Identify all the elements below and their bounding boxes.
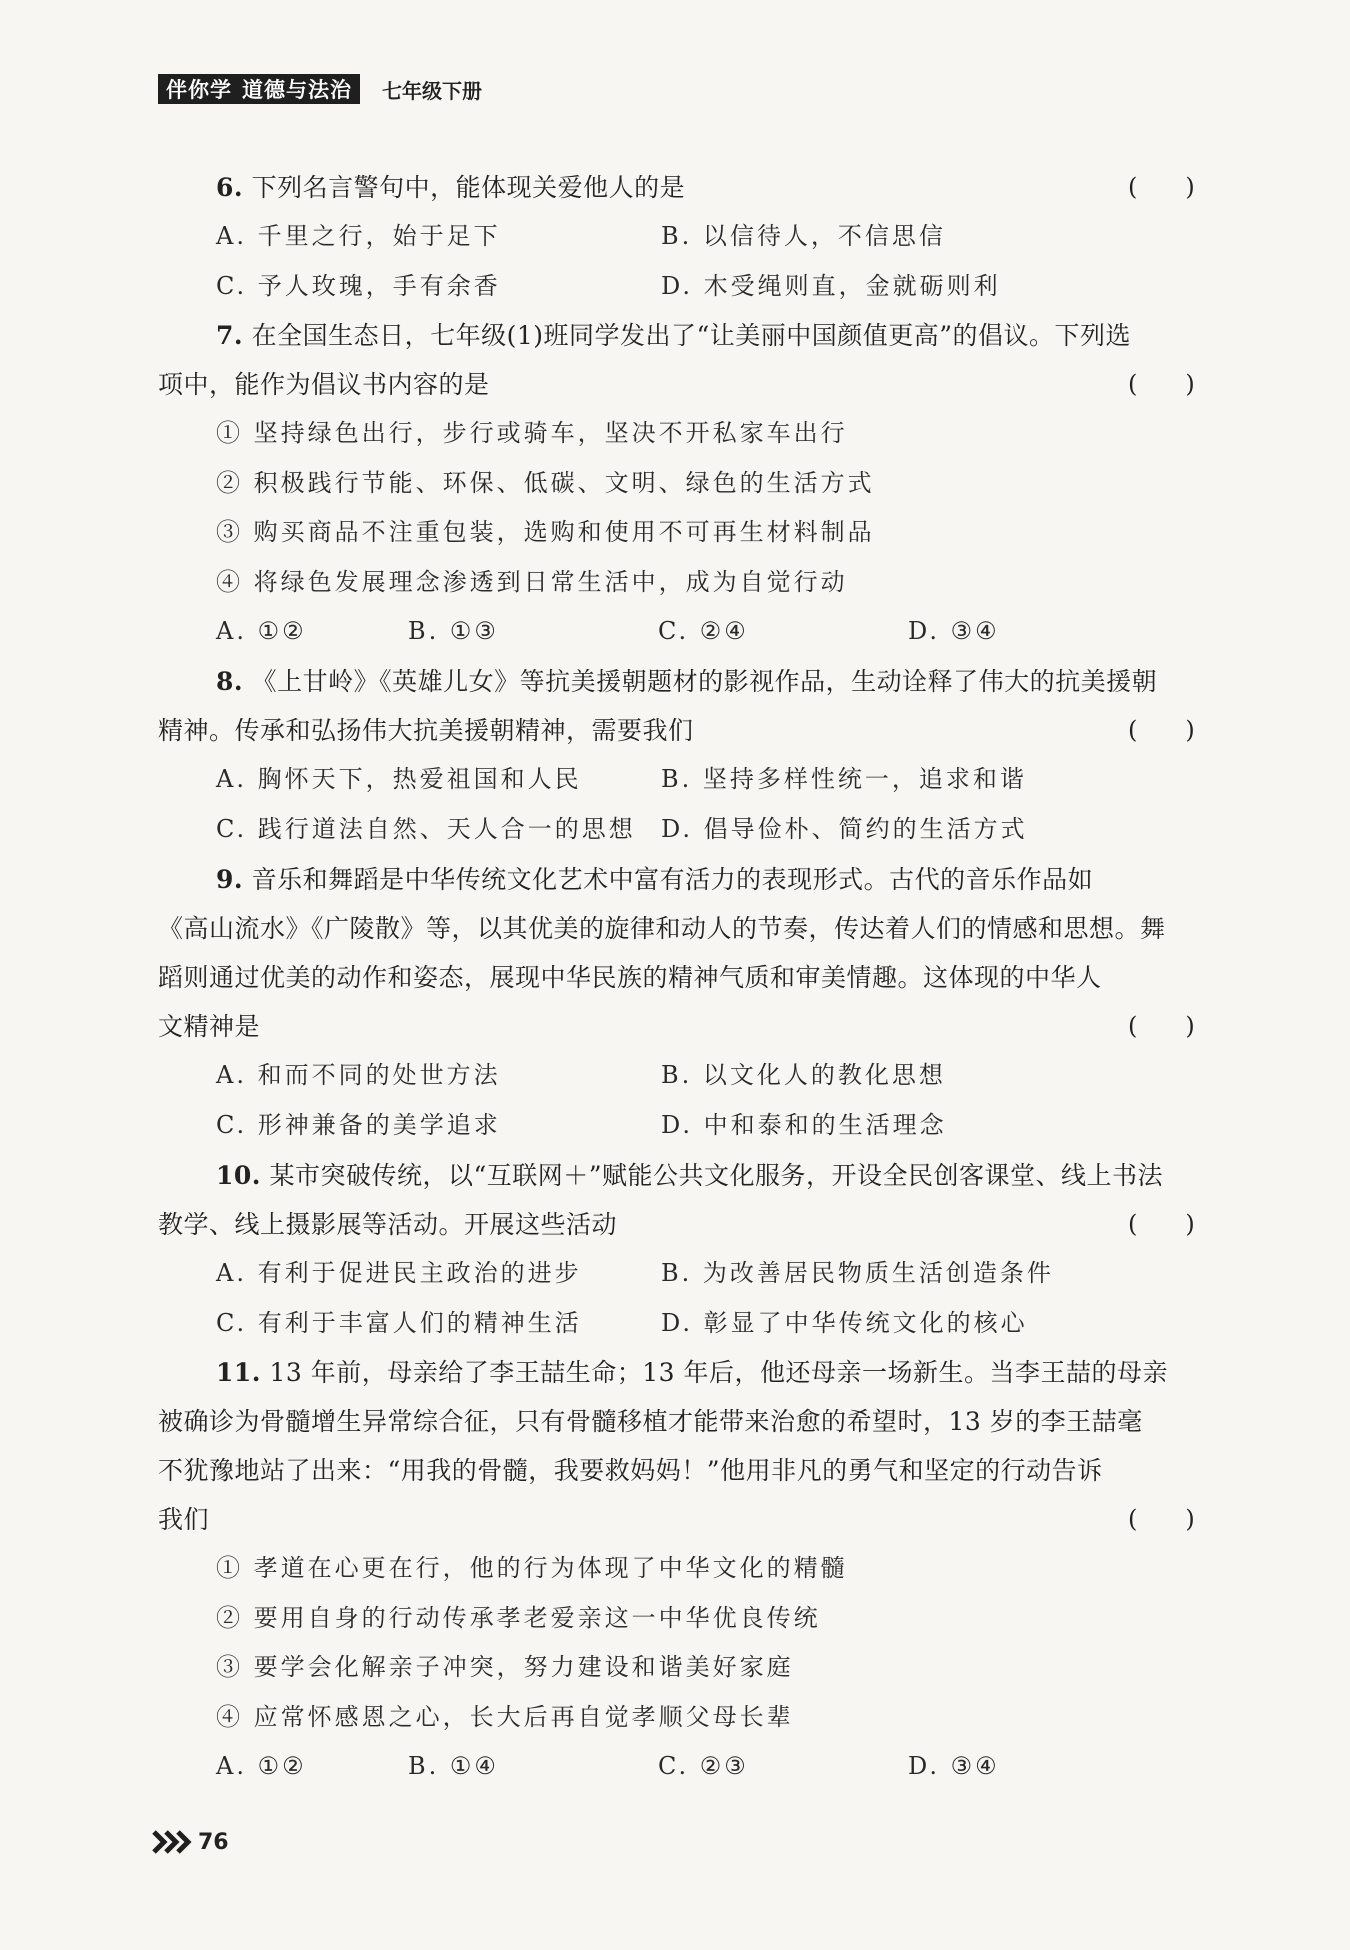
option-b: B. ①③ <box>408 617 499 645</box>
option-d: D. ③④ <box>908 1752 1000 1780</box>
option-row <box>158 1249 1208 1299</box>
question-9 <box>158 855 1208 1150</box>
question-number: 11. <box>216 1358 261 1387</box>
statement-3: ③ 购买商品不注重包装，选购和使用不可再生材料制品 <box>216 518 875 546</box>
question-text: 音乐和舞蹈是中华传统文化艺术中富有活力的表现形式。古代的音乐作品如 <box>251 865 1094 894</box>
question-stem-cont <box>158 904 1208 953</box>
question-8 <box>158 657 1208 854</box>
question-stem <box>158 657 1208 706</box>
option-a: A. 千里之行，始于足下 <box>216 222 501 250</box>
option-c: C. ②④ <box>658 617 749 645</box>
question-stem-cont <box>158 360 1208 409</box>
question-stem <box>158 311 1208 360</box>
statement-4: ④ 应常怀感恩之心，长大后再自觉孝顺父母长辈 <box>216 1702 794 1731</box>
answer-bracket: ( ) <box>1128 1505 1195 1533</box>
question-text: 被确诊为骨髓增生异常综合征，只有骨髓移植才能带来治愈的希望时，13 岁的李王喆毫 <box>158 1407 1143 1436</box>
option-row <box>158 805 1208 855</box>
question-text: 13 年前，母亲给了李王喆生命；13 年后，他还母亲一场新生。当李王喆的母亲 <box>269 1358 1168 1387</box>
question-text: 文精神是 <box>158 1012 261 1041</box>
question-text: 某市突破传统，以“互联网＋”赋能公共文化服务，开设全民创客课堂、线上书法 <box>269 1161 1164 1190</box>
double-chevron-right-icon <box>150 1828 196 1856</box>
question-text: 《高山流水》《广陵散》等，以其优美的旋律和动人的节奏，传达着人们的情感和思想。舞 <box>158 914 1166 943</box>
option-row <box>158 1742 1208 1792</box>
option-c: C. ②③ <box>658 1752 749 1780</box>
question-text: 精神。传承和弘扬伟大抗美援朝精神，需要我们 <box>158 716 694 745</box>
option-d: D. 彰显了中华传统文化的核心 <box>661 1308 1028 1337</box>
option-a: A. 胸怀天下，热爱祖国和人民 <box>216 765 582 793</box>
option-d: D. ③④ <box>908 617 1000 645</box>
statement-2: ② 要用自身的行动传承孝老爱亲这一中华优良传统 <box>216 1603 821 1632</box>
question-text: 在全国生态日，七年级(1)班同学发出了“让美丽中国颜值更高”的倡议。下列选 <box>251 321 1132 350</box>
question-stem <box>158 163 1208 212</box>
option-a: A. 和而不同的处世方法 <box>216 1061 501 1089</box>
option-c: C. 有利于丰富人们的精神生活 <box>216 1308 582 1337</box>
option-b: B. 坚持多样性统一，追求和谐 <box>661 765 1027 793</box>
statement-1: ① 坚持绿色出行，步行或骑车，坚决不开私家车出行 <box>216 419 848 447</box>
option-a: A. ①② <box>216 617 307 645</box>
series-brand: 伴你学 <box>166 78 232 102</box>
question-stem-cont <box>158 1200 1208 1249</box>
question-stem-cont <box>158 1495 1208 1544</box>
option-row <box>158 755 1208 805</box>
statement-3: ③ 要学会化解亲子冲突，努力建设和谐美好家庭 <box>216 1653 794 1681</box>
statement-1: ① 孝道在心更在行，他的行为体现了中华文化的精髓 <box>216 1554 848 1582</box>
option-c: C. 践行道法自然、天人合一的思想 <box>216 814 636 843</box>
option-row <box>158 607 1208 657</box>
answer-bracket: ( ) <box>1128 370 1195 398</box>
option-d: D. 倡导俭朴、简约的生活方式 <box>661 814 1028 843</box>
statement-2: ② 积极践行节能、环保、低碳、文明、绿色的生活方式 <box>216 468 875 497</box>
question-stem-cont <box>158 953 1208 1002</box>
option-d: D. 木受绳则直，金就砺则利 <box>661 271 1001 300</box>
option-row <box>158 262 1208 312</box>
grade-volume: 七年级下册 <box>382 78 482 103</box>
question-number: 10. <box>216 1161 261 1190</box>
question-text: 我们 <box>158 1505 210 1534</box>
question-stem <box>158 1348 1208 1397</box>
question-stem-cont <box>158 1002 1208 1051</box>
question-number: 9. <box>216 865 244 894</box>
answer-bracket: ( ) <box>1128 1012 1195 1040</box>
option-row <box>158 1051 1208 1101</box>
question-text: 蹈则通过优美的动作和姿态，展现中华民族的精神气质和审美情趣。这体现的中华人 <box>158 963 1102 992</box>
option-b: B. 以信待人，不信思信 <box>661 222 946 250</box>
option-a: A. ①② <box>216 1752 307 1780</box>
option-c: C. 予人玫瑰，手有余香 <box>216 271 501 300</box>
question-text: 项中，能作为倡议书内容的是 <box>158 370 490 399</box>
answer-bracket: ( ) <box>1128 1210 1195 1238</box>
question-stem-cont <box>158 1397 1208 1446</box>
series-title-badge <box>158 74 360 104</box>
question-stem <box>158 855 1208 904</box>
option-b: B. 以文化人的教化思想 <box>661 1061 946 1089</box>
answer-bracket: ( ) <box>1128 716 1195 744</box>
subject-title: 道德与法治 <box>242 78 352 102</box>
page-number: 76 <box>198 1829 229 1855</box>
question-stem <box>158 1151 1208 1200</box>
option-b: B. ①④ <box>408 1752 499 1780</box>
option-c: C. 形神兼备的美学追求 <box>216 1110 501 1139</box>
option-d: D. 中和泰和的生活理念 <box>661 1110 947 1139</box>
option-row <box>158 1299 1208 1349</box>
question-stem-cont <box>158 1446 1208 1495</box>
question-text: 不犹豫地站了出来：“用我的骨髓，我要救妈妈！”他用非凡的勇气和坚定的行动告诉 <box>158 1456 1103 1485</box>
statement-4: ④ 将绿色发展理念渗透到日常生活中，成为自觉行动 <box>216 567 848 596</box>
question-stem-cont <box>158 706 1208 755</box>
question-6 <box>158 163 1208 311</box>
option-b: B. 为改善居民物质生活创造条件 <box>661 1259 1054 1287</box>
option-row <box>158 212 1208 262</box>
question-11 <box>158 1348 1208 1792</box>
answer-bracket: ( ) <box>1128 173 1195 201</box>
question-number: 8. <box>216 667 244 696</box>
page-header <box>158 72 482 106</box>
question-10 <box>158 1151 1208 1348</box>
question-text: 教学、线上摄影展等活动。开展这些活动 <box>158 1210 618 1239</box>
option-row <box>158 1101 1208 1151</box>
page-footer <box>150 1828 229 1856</box>
question-7 <box>158 311 1208 657</box>
question-text: 下列名言警句中，能体现关爱他人的是 <box>251 173 686 202</box>
question-number: 7. <box>216 321 244 350</box>
question-text: 《上甘岭》《英雄儿女》等抗美援朝题材的影视作品，生动诠释了伟大的抗美援朝 <box>251 667 1158 696</box>
option-a: A. 有利于促进民主政治的进步 <box>216 1259 582 1287</box>
question-number: 6. <box>216 173 244 202</box>
